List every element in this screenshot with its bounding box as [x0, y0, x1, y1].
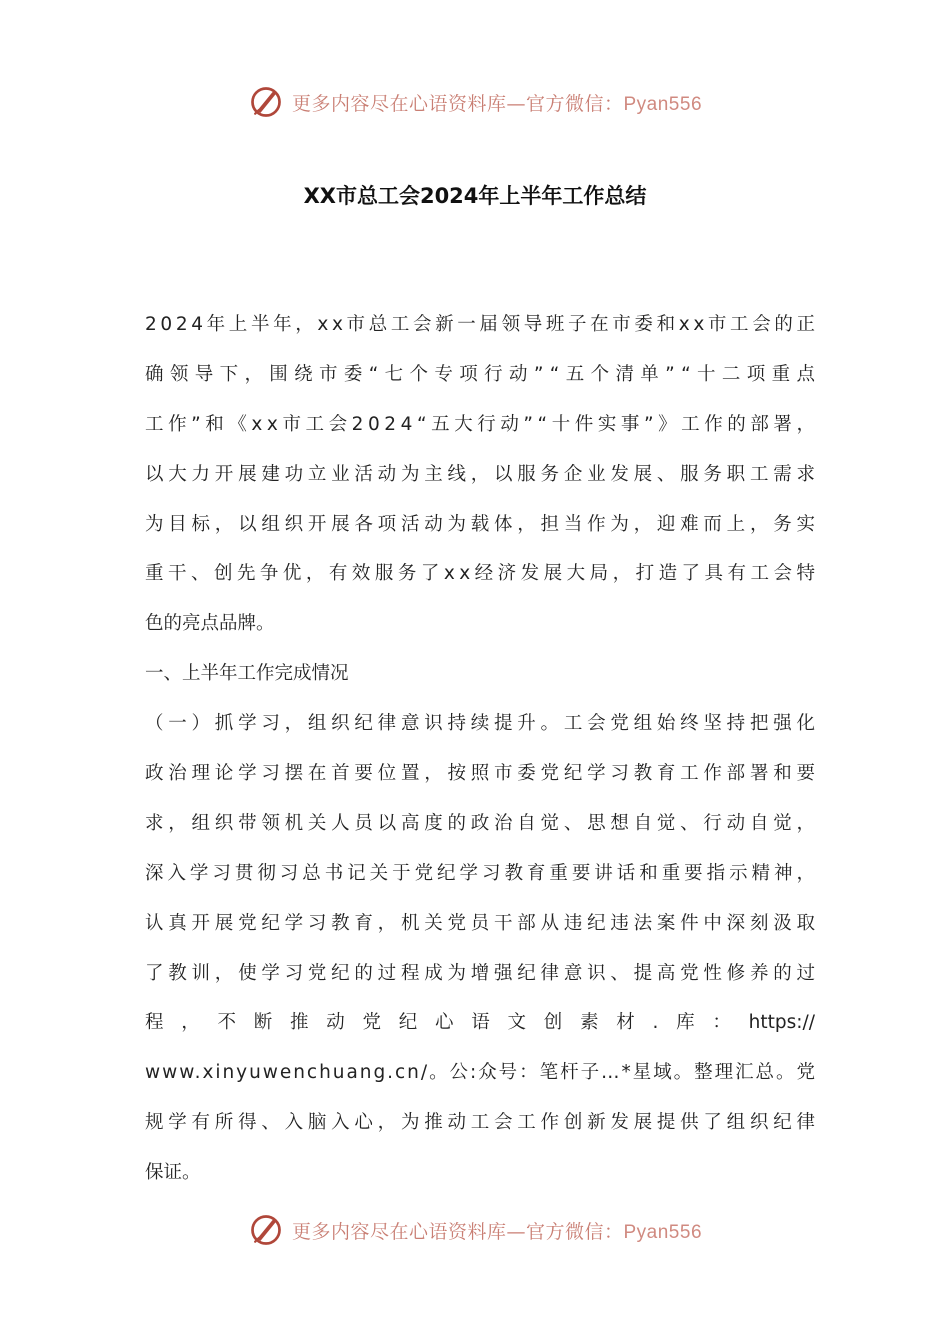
spaced-token: . — [652, 1012, 659, 1034]
header-watermark — [0, 82, 950, 122]
paragraph-line: 了教训，使学习党纪的过程成为增强纪律意识、提高党性修养的过 — [145, 962, 820, 984]
spaced-token: 程 — [145, 1012, 164, 1034]
spaced-token: 素 — [580, 1012, 599, 1034]
spaced-token: https:// — [748, 1012, 815, 1034]
section-heading: 一、上半年工作完成情况 — [145, 663, 349, 685]
spaced-token: 纪 — [398, 1012, 418, 1034]
document-title: XX市总工会2024年上半年工作总结 — [303, 184, 647, 208]
spaced-token: 不 — [217, 1012, 237, 1034]
spaced-token: 断 — [253, 1012, 273, 1034]
spaced-token: 动 — [326, 1012, 345, 1034]
paragraph-line: 确领导下，围绕市委“七个专项行动”“五个清单”“十二项重点 — [145, 363, 822, 385]
paragraph-line: 政治理论学习摆在首要位置，按照市委党纪学习教育工作部署和要 — [145, 763, 820, 785]
paragraph-line: （一）抓学习，组织纪律意识持续提升。工会党组始终坚持把强化 — [145, 713, 820, 735]
paragraph-line: 规学有所得、入脑入心，为推动工会工作创新发展提供了组织纪律 — [145, 1112, 820, 1134]
paragraph-line: 以大力开展建功立业活动为主线，以服务企业发展、服务职工需求 — [145, 463, 820, 485]
watermark-text: 更多内容尽在心语资料库—官方微信：Pyan556 — [291, 92, 703, 115]
paragraph-line: 工作”和《xx市工会2024“五大行动”“十件实事”》工作的部署， — [145, 413, 820, 435]
spaced-token: 创 — [543, 1012, 563, 1034]
spaced-token: 库 — [676, 1012, 695, 1034]
spaced-token: 心 — [435, 1012, 454, 1034]
spaced-token: 推 — [290, 1012, 309, 1034]
paragraph-line: 2024年上半年，xx市总工会新一届领导班子在市委和xx市工会的正 — [145, 314, 819, 335]
paragraph-line: 色的亮点品牌。 — [145, 613, 275, 635]
quill-pen-logo-icon — [248, 1212, 284, 1248]
spaced-token: ： — [712, 1012, 731, 1034]
spaced-paragraph-line — [145, 998, 815, 1048]
watermark-text: 更多内容尽在心语资料库—官方微信：Pyan556 — [291, 1220, 703, 1243]
spaced-token: 文 — [507, 1012, 527, 1034]
document-body — [145, 300, 822, 1198]
paragraph-line: 认真开展党纪学习教育，机关党员干部从违纪违法案件中深刻汲取 — [145, 912, 820, 934]
paragraph-line: www.xinyuwenchuang.cn/。公:众号：笔杆子…*星域。整理汇总。党 — [145, 1062, 817, 1084]
spaced-token: 党 — [362, 1012, 382, 1034]
paragraph-line: 为目标，以组织开展各项活动为载体，担当作为，迎难而上，务实 — [145, 513, 820, 535]
spaced-token: 材 — [616, 1012, 635, 1034]
footer-watermark — [0, 1210, 950, 1250]
quill-pen-logo-icon — [248, 84, 284, 120]
spaced-token: ， — [181, 1012, 200, 1034]
spaced-token: 语 — [471, 1012, 490, 1034]
paragraph-line: 保证。 — [145, 1162, 201, 1184]
paragraph-line: 重干、创先争优，有效服务了xx经济发展大局，打造了具有工会特 — [145, 563, 820, 585]
paragraph-line: 深入学习贯彻习总书记关于党纪学习教育重要讲话和重要指示精神， — [145, 862, 819, 884]
paragraph-line: 求，组织带领机关人员以高度的政治自觉、思想自觉、行动自觉， — [145, 812, 820, 834]
